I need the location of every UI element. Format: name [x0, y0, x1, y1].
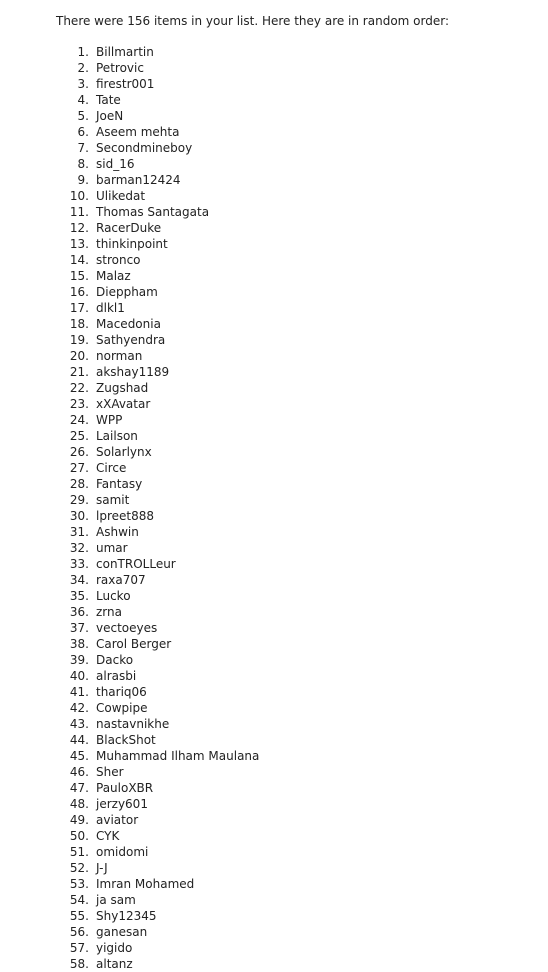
list-item: [69, 940, 259, 956]
list-item-name: nastavnikhe: [96, 717, 170, 731]
list-item-name: Malaz: [96, 269, 131, 283]
list-item-name: CYK: [96, 829, 120, 843]
list-item-number: 4.: [77, 93, 89, 107]
list-item-number: 14.: [69, 253, 89, 267]
list-item-name: BlackShot: [96, 733, 156, 747]
list-item: [69, 572, 259, 588]
list-item-name: umar: [96, 541, 128, 555]
list-item: [69, 860, 259, 876]
list-item: [69, 492, 259, 508]
list-item-number: 24.: [69, 413, 89, 427]
list-item: [69, 300, 259, 316]
list-item-name: zrna: [96, 605, 122, 619]
list-item: [69, 268, 259, 284]
list-item: [69, 892, 259, 908]
list-item: [69, 764, 259, 780]
list-item-name: Tate: [96, 93, 121, 107]
list-item-number: 51.: [69, 845, 89, 859]
list-item: [69, 924, 259, 940]
list-item-name: Muhammad Ilham Maulana: [96, 749, 260, 763]
list-item: [69, 812, 259, 828]
list-item-name: Dieppham: [96, 285, 158, 299]
list-item-name: J-J: [96, 861, 108, 875]
list-item-number: 20.: [69, 349, 89, 363]
list-item-name: Lailson: [96, 429, 138, 443]
list-item-name: JoeN: [96, 109, 124, 123]
list-item-number: 13.: [69, 237, 89, 251]
list-item-number: 48.: [69, 797, 89, 811]
list-item-name: Sher: [96, 765, 124, 779]
list-item-number: 27.: [69, 461, 89, 475]
intro-text: There were 156 items in your list. Here they are in random order:: [56, 14, 449, 28]
list-item-name: Billmartin: [96, 45, 154, 59]
list-item-name: xXAvatar: [96, 397, 151, 411]
list-item: [69, 380, 259, 396]
list-item-number: 54.: [69, 893, 89, 907]
list-item-number: 43.: [69, 717, 89, 731]
list-item: [69, 828, 259, 844]
list-item-number: 30.: [69, 509, 89, 523]
list-item-number: 32.: [69, 541, 89, 555]
list-item-name: jerzy601: [96, 797, 148, 811]
list-item-number: 7.: [77, 141, 89, 155]
list-item-name: raxa707: [96, 573, 146, 587]
list-item-number: 41.: [69, 685, 89, 699]
list-item-name: Aseem mehta: [96, 125, 180, 139]
list-item: [69, 284, 259, 300]
list-item-name: ja sam: [96, 893, 136, 907]
list-item-number: 19.: [69, 333, 89, 347]
list-item-name: alrasbi: [96, 669, 137, 683]
list-item-name: barman12424: [96, 173, 181, 187]
list-item: [77, 76, 259, 92]
list-item-name: Ashwin: [96, 525, 139, 539]
list-item: [69, 588, 259, 604]
list-item-name: norman: [96, 349, 143, 363]
list-item-name: aviator: [96, 813, 139, 827]
list-item: [69, 876, 259, 892]
list-item-name: stronco: [96, 253, 141, 267]
list-item-number: 55.: [69, 909, 89, 923]
list-item: [69, 732, 259, 748]
list-item-number: 22.: [69, 381, 89, 395]
list-item-name: akshay1189: [96, 365, 170, 379]
list-item: [69, 188, 259, 204]
list-item: [69, 252, 259, 268]
list-item-name: thinkinpoint: [96, 237, 168, 251]
list-item-number: 29.: [69, 493, 89, 507]
list-item: [69, 684, 259, 700]
list-item-number: 45.: [69, 749, 89, 763]
list-item-name: lpreet888: [96, 509, 154, 523]
list-item-name: WPP: [96, 413, 123, 427]
list-item-name: yigido: [96, 941, 133, 955]
list-item: [77, 140, 259, 156]
list-item-number: 34.: [69, 573, 89, 587]
list-item-number: 47.: [69, 781, 89, 795]
list-item: [69, 428, 259, 444]
list-item-number: 52.: [69, 861, 89, 875]
list-item: [69, 956, 259, 972]
list-item: [69, 540, 259, 556]
list-item-name: thariq06: [96, 685, 147, 699]
list-item-name: omidomi: [96, 845, 149, 859]
list-item-number: 26.: [69, 445, 89, 459]
list-item-number: 57.: [69, 941, 89, 955]
list-item-number: 8.: [77, 157, 89, 171]
list-item: [77, 92, 259, 108]
list-item-number: 38.: [69, 637, 89, 651]
list-item-number: 15.: [69, 269, 89, 283]
list-item-number: 36.: [69, 605, 89, 619]
list-item: [77, 60, 259, 76]
list-item-name: Shy12345: [96, 909, 157, 923]
list-item: [77, 172, 259, 188]
list-item: [69, 396, 259, 412]
list-item: [69, 204, 259, 220]
list-item-number: 53.: [69, 877, 89, 891]
list-item-name: Petrovic: [96, 61, 144, 75]
list-item: [69, 652, 259, 668]
list-item-number: 37.: [69, 621, 89, 635]
list-item-number: 11.: [69, 205, 89, 219]
list-item-number: 40.: [69, 669, 89, 683]
list-item-name: Lucko: [96, 589, 131, 603]
list-item-number: 6.: [77, 125, 89, 139]
list-item: [69, 508, 259, 524]
list-item-name: Cowpipe: [96, 701, 148, 715]
list-item-name: Carol Berger: [96, 637, 172, 651]
list-item-number: 56.: [69, 925, 89, 939]
list-item-name: vectoeyes: [96, 621, 158, 635]
list-item: [69, 236, 259, 252]
list-item-number: 16.: [69, 285, 89, 299]
list-item-name: Imran Mohamed: [96, 877, 195, 891]
list-item: [69, 220, 259, 236]
list-item: [69, 620, 259, 636]
list-item: [69, 700, 259, 716]
list-item: [69, 412, 259, 428]
list-item: [69, 780, 259, 796]
list-item: [69, 364, 259, 380]
list-item-number: 18.: [69, 317, 89, 331]
list-item: [69, 908, 259, 924]
list-item: [69, 444, 259, 460]
list-item: [69, 348, 259, 364]
list-item: [69, 844, 259, 860]
list-item-name: Solarlynx: [96, 445, 152, 459]
list-item-number: 3.: [77, 77, 89, 91]
list-item-name: Dacko: [96, 653, 134, 667]
list-item-number: 17.: [69, 301, 89, 315]
list-item-number: 42.: [69, 701, 89, 715]
list-item: [69, 524, 259, 540]
list-item-number: 31.: [69, 525, 89, 539]
list-item-number: 49.: [69, 813, 89, 827]
list-item: [77, 44, 259, 60]
list-item-name: Secondmineboy: [96, 141, 193, 155]
list-item-number: 21.: [69, 365, 89, 379]
list-item-name: RacerDuke: [96, 221, 162, 235]
list-item: [69, 668, 259, 684]
list-item-name: altanz: [96, 957, 133, 971]
list-item-number: 5.: [77, 109, 89, 123]
list-item-name: Ulikedat: [96, 189, 146, 203]
list-item-number: 10.: [69, 189, 89, 203]
list-item-number: 28.: [69, 477, 89, 491]
list-item-name: firestr001: [96, 77, 155, 91]
list-item: [69, 476, 259, 492]
list-item: [77, 156, 259, 172]
list-item: [69, 604, 259, 620]
list-item-number: 12.: [69, 221, 89, 235]
list-item-number: 9.: [77, 173, 89, 187]
list-item: [69, 796, 259, 812]
list-item-number: 1.: [77, 45, 89, 59]
list-item-name: sid_16: [96, 157, 135, 171]
list-item-name: Thomas Santagata: [96, 205, 210, 219]
list-item: [69, 332, 259, 348]
list-item: [69, 716, 259, 732]
list-item-number: 33.: [69, 557, 89, 571]
list-item: [69, 748, 260, 764]
list-item-number: 23.: [69, 397, 89, 411]
list-item-number: 46.: [69, 765, 89, 779]
list-item-name: Sathyendra: [96, 333, 166, 347]
list-item-number: 50.: [69, 829, 89, 843]
list-item-name: conTROLLeur: [96, 557, 176, 571]
list-item: [69, 556, 259, 572]
list-item-name: Fantasy: [96, 477, 143, 491]
list-item-name: ganesan: [96, 925, 148, 939]
random-order-list: [69, 44, 260, 972]
list-item-number: 2.: [77, 61, 89, 75]
list-item-number: 39.: [69, 653, 89, 667]
list-item: [77, 108, 259, 124]
list-item: [69, 636, 259, 652]
list-item: [69, 460, 259, 476]
list-item-number: 25.: [69, 429, 89, 443]
list-item: [77, 124, 259, 140]
list-item-number: 44.: [69, 733, 89, 747]
list-item-name: samit: [96, 493, 130, 507]
list-item-number: 35.: [69, 589, 89, 603]
list-item-number: 58.: [69, 957, 89, 971]
list-item-name: dlkl1: [96, 301, 125, 315]
list-item: [69, 316, 259, 332]
list-item-name: Circe: [96, 461, 127, 475]
list-item-name: Zugshad: [96, 381, 149, 395]
list-item-name: PauloXBR: [96, 781, 154, 795]
list-item-name: Macedonia: [96, 317, 161, 331]
